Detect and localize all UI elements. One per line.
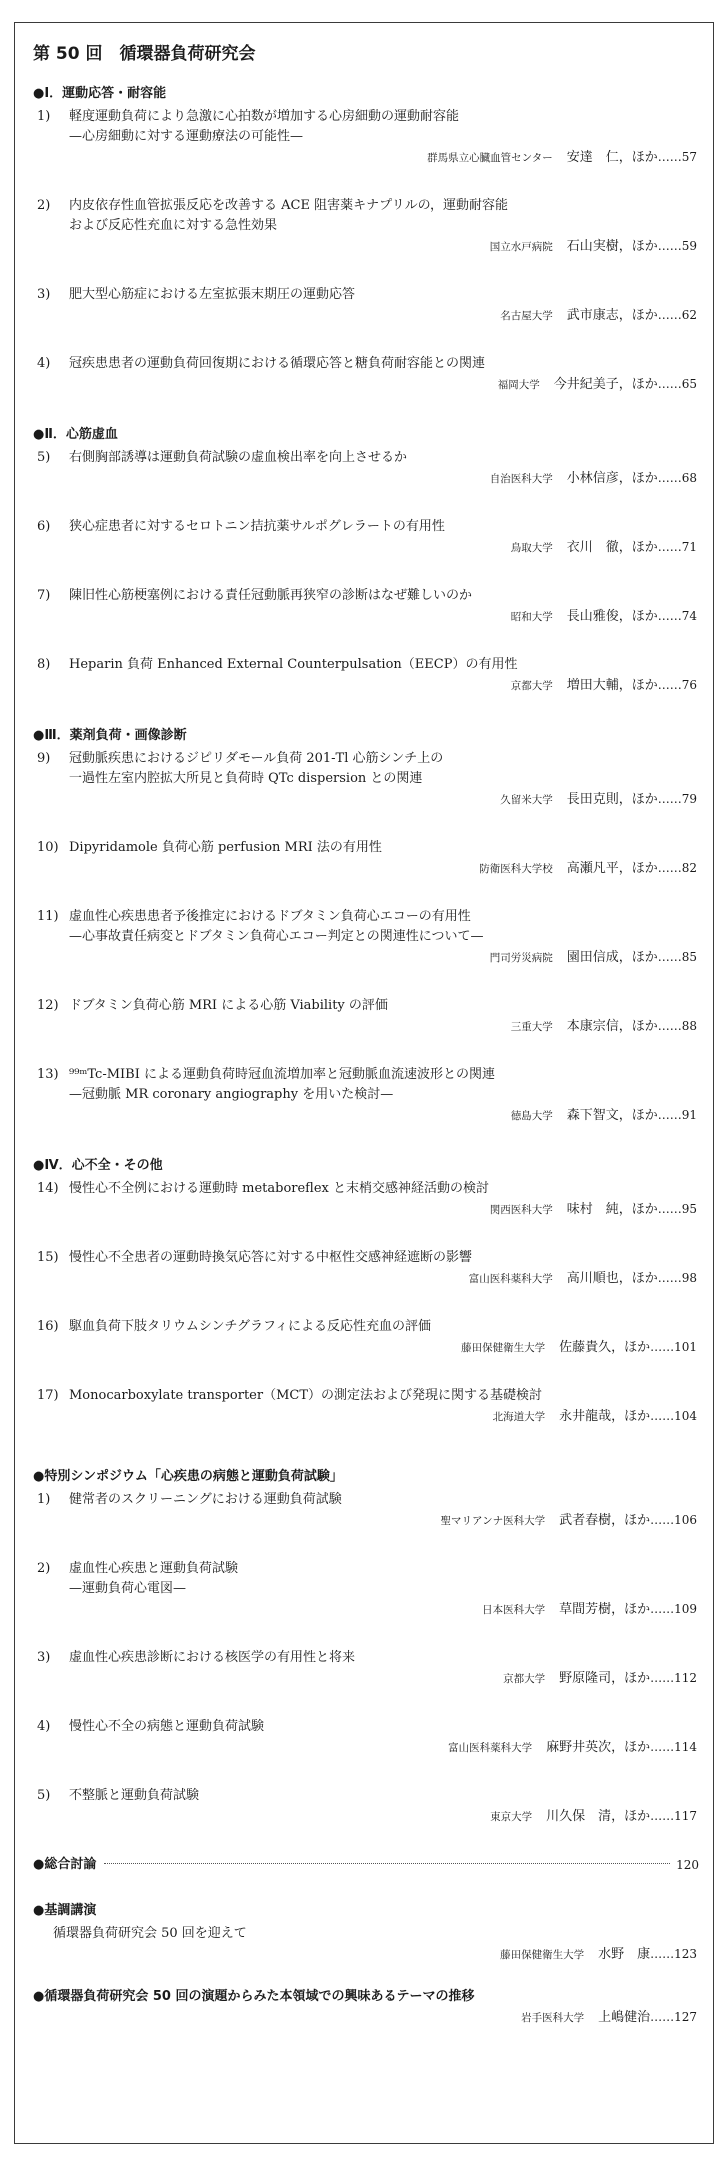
entry-title-text: 慢性心不全の病態と運動負荷試験 (69, 1719, 265, 1734)
keynote-title: 循環器負荷研究会 50 回を迎えて (53, 1926, 247, 1941)
entry-title-text: 軽度運動負荷により急激に心拍数が増加する心房細動の運動耐容能 (69, 109, 460, 124)
entry-number: 5) (37, 1788, 51, 1803)
entry-affiliation (33, 1737, 699, 1758)
entry-number: 6) (37, 519, 51, 534)
entry-author: 武者春樹，ほか (559, 1513, 651, 1528)
toc-section (33, 724, 699, 1126)
section-heading: ●Ⅲ．薬剤負荷・画像診断 (33, 728, 187, 743)
entry-title (33, 1490, 699, 1510)
entry-title (33, 354, 699, 374)
section-heading: ●Ⅱ．心筋虚血 (33, 427, 118, 442)
entry-author: 衣川 徹，ほか (566, 540, 658, 555)
entry-number: 12) (37, 998, 59, 1013)
entry-author: 小林信彦，ほか (566, 471, 658, 486)
toc-entry (33, 448, 699, 489)
entry-institution: 関西医科大学 (489, 1204, 553, 1216)
entry-title-text: 冠疾患患者の運動負荷回復期における循環応答と糖負荷耐容能との関連 (69, 356, 486, 371)
toc-entry (33, 517, 699, 558)
entry-affiliation (33, 374, 699, 395)
entry-affiliation (33, 1268, 699, 1289)
general-discussion-row (33, 1855, 699, 1875)
entry-page: ……109 (650, 1602, 697, 1616)
entry-institution: 聖マリアンナ医科大学 (440, 1515, 546, 1527)
entry-title-text: 肥大型心筋症における左室拡張末期圧の運動応答 (69, 287, 356, 302)
entry-page: ……82 (657, 861, 697, 875)
entry-affiliation (33, 305, 699, 326)
keynote-institution: 藤田保健衛生大学 (500, 1949, 585, 1961)
entry-title (33, 448, 699, 468)
entry-page: ……88 (657, 1019, 697, 1033)
entry-author: 草間芳樹，ほか (559, 1602, 651, 1617)
entry-affiliation (33, 1406, 699, 1427)
entry-title (33, 1317, 699, 1337)
section-heading: ●Ⅳ．心不全・その他 (33, 1158, 163, 1173)
entry-page: ……68 (657, 471, 697, 485)
entry-title (33, 1648, 699, 1668)
entry-subtitle: および反応性充血に対する急性効果 (69, 218, 278, 233)
entry-page: ……57 (657, 150, 697, 164)
entry-number: 15) (37, 1250, 59, 1265)
entry-title-text: Heparin 負荷 Enhanced External Counterpulsation（EECP）の有用性 (69, 657, 518, 672)
entry-number: 7) (37, 588, 51, 603)
entry-page: ……104 (650, 1409, 697, 1423)
theme-institution: 岩手医科大学 (521, 2012, 585, 2024)
entry-page: ……62 (657, 308, 697, 322)
entry-number: 5) (37, 450, 51, 465)
entry-number: 9) (37, 751, 51, 766)
entry-institution: 群馬県立心臓血管センター (427, 152, 553, 164)
entry-title-text: 虚血性心疾患患者予後推定におけるドブタミン負荷心エコーの有用性 (69, 909, 471, 924)
entry-title (33, 907, 699, 927)
entry-title-text: ⁹⁹ᵐTc-MIBI による運動負荷時冠血流増加率と冠動脈血流速波形との関連 (69, 1067, 495, 1082)
entry-institution: 富山医科薬科大学 (448, 1742, 533, 1754)
entry-title-text: 内皮依存性血管拡張反応を改善する ACE 阻害薬キナプリルの，運動耐容能 (69, 198, 509, 213)
keynote-heading: ●基調講演 (33, 1903, 97, 1918)
entry-institution: 徳島大学 (510, 1110, 553, 1122)
entry-affiliation (33, 1199, 699, 1220)
keynote-author: 水野 康 (598, 1947, 651, 1962)
entry-title (33, 1065, 699, 1085)
entry-title-text: 狭心症患者に対するセロトニン拮抗薬サルポグレラートの有用性 (69, 519, 445, 534)
entry-title-text: 右側胸部誘導は運動負荷試験の虚血検出率を向上させるか (69, 450, 408, 465)
entry-number: 1) (37, 109, 51, 124)
toc-entry (33, 1490, 699, 1531)
toc-page (14, 22, 714, 2144)
entry-number: 4) (37, 356, 51, 371)
entry-page: ……98 (657, 1271, 697, 1285)
entry-title (33, 655, 699, 675)
section-heading: ●Ⅰ．運動応答・耐容能 (33, 86, 167, 101)
theme-page: ……127 (650, 2010, 697, 2024)
entry-affiliation (33, 1105, 699, 1126)
toc-entry (33, 1786, 699, 1827)
keynote-page: ……123 (650, 1947, 697, 1961)
entry-subtitle: —心事故責任病変とドブタミン負荷心エコー判定との関連性について— (69, 929, 484, 944)
theme-section (33, 1987, 699, 2028)
entry-title-text: ドブタミン負荷心筋 MRI による心筋 Viability の評価 (69, 998, 388, 1013)
entry-page: ……106 (650, 1513, 697, 1527)
entry-institution: 自治医科大学 (489, 473, 553, 485)
entry-page: ……65 (657, 377, 697, 391)
toc-section (33, 1154, 699, 1427)
entry-number: 11) (37, 909, 59, 924)
entry-author: 園田信成，ほか (566, 950, 658, 965)
entry-institution: 久留米大学 (500, 794, 553, 806)
section-heading: ●特別シンポジウム「心疾患の病態と運動負荷試験」 (33, 1469, 343, 1484)
entry-author: 本康宗信，ほか (566, 1019, 658, 1034)
entry-subtitle: —運動負荷心電図— (69, 1581, 187, 1596)
entry-affiliation (33, 947, 699, 968)
entry-title (33, 1717, 699, 1737)
entry-title-text: 駆血負荷下肢タリウムシンチグラフィによる反応性充血の評価 (69, 1319, 431, 1334)
entry-affiliation (33, 537, 699, 558)
entry-author: 武市康志，ほか (566, 308, 658, 323)
toc-entry (33, 354, 699, 395)
entry-author: 石山実樹，ほか (566, 239, 658, 254)
entry-affiliation (33, 1599, 699, 1620)
entry-number: 2) (37, 1561, 51, 1576)
general-discussion-page: 120 (676, 1858, 699, 1872)
entry-number: 3) (37, 287, 51, 302)
theme-title: ●循環器負荷研究会 50 回の演題からみた本領域での興味あるテーマの推移 (33, 1989, 475, 2004)
entry-author: 長田克則，ほか (566, 792, 658, 807)
entry-affiliation (33, 1510, 699, 1531)
entry-number: 10) (37, 840, 59, 855)
entry-institution: 福岡大学 (497, 379, 540, 391)
entry-subtitle: —冠動脈 MR coronary angiography を用いた検討— (69, 1087, 394, 1102)
entry-author: 安達 仁，ほか (566, 150, 658, 165)
entry-page: ……85 (657, 950, 697, 964)
entry-institution: 三重大学 (510, 1021, 553, 1033)
entry-institution: 国立水戸病院 (489, 241, 553, 253)
entry-number: 14) (37, 1181, 59, 1196)
entry-affiliation (33, 675, 699, 696)
entry-title-text: 慢性心不全例における運動時 metaboreflex と末梢交感神経活動の検討 (69, 1181, 490, 1196)
entry-title (33, 586, 699, 606)
entry-institution: 名古屋大学 (500, 310, 553, 322)
entry-affiliation (33, 1668, 699, 1689)
theme-author: 上嶋健治 (598, 2010, 651, 2025)
entry-institution: 富山医科薬科大学 (468, 1273, 553, 1285)
entry-page: ……71 (657, 540, 697, 554)
entry-institution: 東京大学 (490, 1811, 533, 1823)
entry-title (33, 838, 699, 858)
entry-number: 16) (37, 1319, 59, 1334)
toc-entry (33, 1648, 699, 1689)
entry-page: ……74 (657, 609, 697, 623)
toc-entry (33, 996, 699, 1037)
entry-number: 13) (37, 1067, 59, 1082)
entry-title-text: 冠動脈疾患におけるジピリダモール負荷 201-Tl 心筋シンチ上の (69, 751, 444, 766)
toc-entry (33, 1179, 699, 1220)
entry-number: 2) (37, 198, 51, 213)
entry-institution: 昭和大学 (510, 611, 553, 623)
entry-author: 永井龍哉，ほか (559, 1409, 651, 1424)
entry-author: 森下智文，ほか (566, 1108, 658, 1123)
page-title: 第 50 回 循環器負荷研究会 (33, 44, 256, 64)
entry-author: 麻野井英次，ほか (546, 1740, 651, 1755)
entry-institution: 北海道大学 (492, 1411, 546, 1423)
entry-page: ……101 (650, 1340, 697, 1354)
entry-page: ……112 (650, 1671, 697, 1685)
entry-number: 17) (37, 1388, 59, 1403)
general-discussion-label: ●総合討論 (33, 1857, 97, 1872)
toc-section (33, 423, 699, 696)
entry-title-text: 慢性心不全患者の運動時換気応答に対する中枢性交感神経遮断の影響 (69, 1250, 473, 1265)
entry-title-text: 健常者のスクリーニングにおける運動負荷試験 (69, 1492, 342, 1507)
entry-affiliation (33, 468, 699, 489)
entry-title (33, 107, 699, 127)
entry-author: 高川順也，ほか (566, 1271, 658, 1286)
entry-title (33, 196, 699, 216)
entry-number: 8) (37, 657, 51, 672)
entry-title (33, 1179, 699, 1199)
toc-entry (33, 285, 699, 326)
toc-entry (33, 655, 699, 696)
entry-author: 高瀬凡平，ほか (566, 861, 658, 876)
entry-author: 味村 純，ほか (566, 1202, 658, 1217)
entry-title (33, 517, 699, 537)
entry-page: ……114 (650, 1740, 697, 1754)
theme-affiliation (33, 2007, 699, 2028)
entry-institution: 京都大学 (510, 680, 553, 692)
entry-title (33, 1559, 699, 1579)
entry-affiliation (33, 789, 699, 810)
toc-entry (33, 1559, 699, 1620)
entry-title-text: 陳旧性心筋梗塞例における責任冠動脈再狭窄の診断はなぜ難しいのか (69, 588, 473, 603)
entry-title (33, 285, 699, 305)
toc-entry (33, 749, 699, 810)
entry-institution: 門司労災病院 (489, 952, 553, 964)
entry-author: 佐藤貴久，ほか (559, 1340, 651, 1355)
entry-author: 増田大輔，ほか (566, 678, 658, 693)
dot-leader (104, 1863, 670, 1864)
entry-affiliation (33, 1337, 699, 1358)
entry-subtitle: —心房細動に対する運動療法の可能性— (69, 129, 304, 144)
entry-title (33, 749, 699, 769)
toc-entry (33, 586, 699, 627)
entry-page: ……76 (657, 678, 697, 692)
entry-title-text: 虚血性心疾患と運動負荷試験 (69, 1561, 239, 1576)
entry-author: 長山雅俊，ほか (566, 609, 658, 624)
toc-entry (33, 1065, 699, 1126)
entry-page: ……95 (657, 1202, 697, 1216)
entry-page: ……117 (650, 1809, 697, 1823)
entry-title (33, 996, 699, 1016)
entry-title-text: 不整脈と運動負荷試験 (69, 1788, 200, 1803)
entry-title (33, 1386, 699, 1406)
keynote-section (33, 1899, 699, 1965)
entry-number: 4) (37, 1719, 51, 1734)
entry-affiliation (33, 606, 699, 627)
entry-affiliation (33, 858, 699, 879)
entry-title (33, 1786, 699, 1806)
entry-author: 今井紀美子，ほか (553, 377, 658, 392)
entry-number: 1) (37, 1492, 51, 1507)
entry-number: 3) (37, 1650, 51, 1665)
entry-title-text: 虚血性心疾患診断における核医学の有用性と将来 (69, 1650, 356, 1665)
toc-entry (33, 107, 699, 168)
entry-author: 川久保 清，ほか (546, 1809, 651, 1824)
entry-affiliation (33, 1016, 699, 1037)
entry-page: ……59 (657, 239, 697, 253)
sections-container (33, 82, 699, 1827)
toc-entry (33, 1386, 699, 1427)
entry-page: ……91 (657, 1108, 697, 1122)
entry-affiliation (33, 1806, 699, 1827)
keynote-affiliation (33, 1944, 699, 1965)
entry-institution: 京都大学 (503, 1673, 546, 1685)
entry-institution: 日本医科大学 (482, 1604, 546, 1616)
entry-title-text: Dipyridamole 負荷心筋 perfusion MRI 法の有用性 (69, 840, 382, 855)
entry-institution: 藤田保健衛生大学 (461, 1342, 546, 1354)
entry-page: ……79 (657, 792, 697, 806)
toc-section (33, 82, 699, 395)
entry-title-text: Monocarboxylate transporter（MCT）の測定法および発現に関する基礎検討 (69, 1388, 543, 1403)
entry-subtitle: 一過性左室内腔拡大所見と負荷時 QTc dispersion との関連 (69, 771, 423, 786)
toc-section (33, 1465, 699, 1827)
toc-entry (33, 1248, 699, 1289)
entry-affiliation (33, 236, 699, 257)
toc-entry (33, 196, 699, 257)
entry-title (33, 1248, 699, 1268)
toc-entry (33, 907, 699, 968)
entry-author: 野原隆司，ほか (559, 1671, 651, 1686)
entry-affiliation (33, 147, 699, 168)
entry-institution: 防衛医科大学校 (479, 863, 553, 875)
toc-entry (33, 1717, 699, 1758)
toc-entry (33, 838, 699, 879)
entry-institution: 鳥取大学 (510, 542, 553, 554)
toc-entry (33, 1317, 699, 1358)
